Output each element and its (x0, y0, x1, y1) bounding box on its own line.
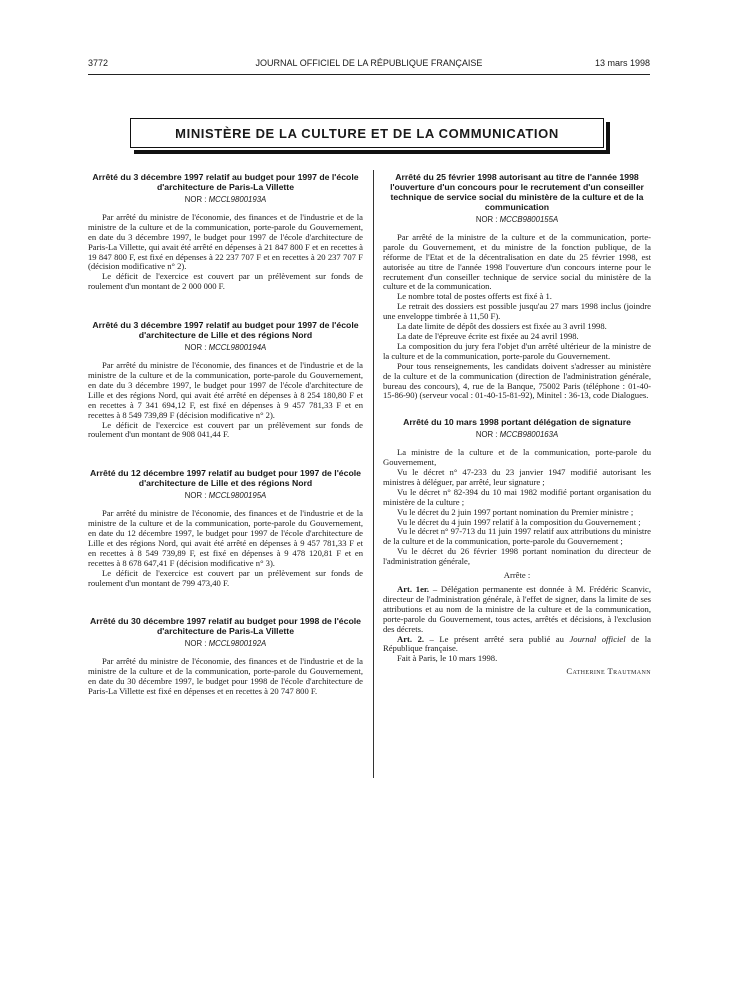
article-paragraph: Le déficit de l'exercice est couvert par un prélèvement sur fonds de roulement d'un montant de 908 041,44 F. (88, 419, 363, 440)
nor-label: NOR : (184, 343, 207, 353)
article-budget-paris-1997 (88, 172, 363, 292)
nor-reference (383, 215, 651, 225)
nor-code: MCCL9800195A (208, 491, 267, 501)
article-paragraph: Le déficit de l'exercice est couvert par un prélèvement sur fonds de roulement d'un montant de 799 473,40 F. (88, 567, 363, 588)
article-budget-lille-1997-b (88, 468, 363, 588)
article-paragraph: Par arrêté du ministre de l'économie, des finances et de l'industrie et de la ministre de la culture et de la communication, porte-parole du Gouvernement, en date du 3 décembre 1997, le budget pour 1997 de l'école d'architecture de Lille et des régions Nord, qui avait été arrêté en dépenses à 8 254 180,80 F et en recettes à 7 341 694,12 F, est fixé en dépenses à 9 457 781,33 F et en recettes à 8 549 739,89 F (décision modificative n° 2). (88, 360, 363, 420)
nor-code: MCCL9800192A (208, 639, 267, 649)
ministry-title: MINISTÈRE DE LA CULTURE ET DE LA COMMUNICATION (175, 125, 559, 141)
article-1-text: – Délégation permanente est donnée à M. Frédéric Scanvic, directeur de l'administration générale, à l'effet de signer, dans la limite de ses attributions et au nom de la ministre de la culture et de la communication, porte-parole du Gouvernement, tous actes, arrêtés et décisions, à l'exclusion des décrets. (383, 584, 652, 634)
article-title: Arrêté du 10 mars 1998 portant délégation de signature (403, 417, 631, 428)
article-delegation-signature (383, 417, 651, 677)
nor-reference (383, 430, 651, 440)
running-header (88, 58, 650, 72)
nor-code: MCCL9800194A (208, 343, 267, 353)
article-title: Arrêté du 12 décembre 1997 relatif au budget pour 1997 de l'école d'architecture de Lille et des régions Nord (90, 468, 361, 489)
article-2-text-after: de la République française. (383, 633, 651, 654)
nor-code: MCCB9800155A (499, 215, 559, 224)
visa-paragraph: Vu le décret n° 97-713 du 11 juin 1997 relatif aux attributions du ministre de la culture et de la communication, porte-parole du Gouvernement ; (383, 526, 651, 547)
nor-label: NOR : (184, 491, 207, 501)
article-budget-lille-1997-a (88, 320, 363, 440)
article-title: Arrêté du 3 décembre 1997 relatif au budget pour 1997 de l'école d'architecture de Lille et des régions Nord (92, 320, 359, 341)
article-1-paragraph (383, 585, 651, 635)
nor-reference (88, 343, 363, 353)
signatory-name: Catherine Trautmann (566, 666, 651, 677)
left-column (88, 172, 363, 725)
article-paragraph: Par arrêté du ministre de l'économie, des finances et de l'industrie et de la ministre de la culture et de la communication, porte-parole du Gouvernement, en date du 30 décembre 1997, le budget pour 1998 de l'école d'architecture de Paris-La Villette est fixé en dépenses et en recettes à 20 747 800 F. (88, 656, 363, 697)
article-paragraph: La ministre de la culture et de la communication, porte-parole du Gouvernement, (383, 447, 651, 468)
visa-paragraph: Vu le décret du 2 juin 1997 portant nomination du Premier ministre ; (397, 506, 634, 517)
article-2-text-before: – Le présent arrêté sera publié au (424, 633, 570, 644)
nor-code: MCCL9800193A (208, 195, 267, 204)
article-paragraph: Par arrêté de la ministre de la culture et de la communication, porte-parole du Gouvernement, et du ministre de la fonction publique, de la réforme de l'Etat et de la décentralisation en date du 25 février 1998, est autorisée au titre de l'année 1998 l'ouverture d'un concours interne pour le recrutement d'un conseiller technique de service social du ministère de la culture et de la communication. (383, 231, 651, 292)
visa-paragraph: Vu le décret n° 47-233 du 23 janvier 1947 modifié autorisant les ministres à déléguer, par arrêté, leur signature ; (383, 467, 651, 487)
right-column (383, 172, 651, 693)
article-1-label: Art. 1er. (397, 584, 430, 594)
visa-paragraph: Vu le décret du 26 février 1998 portant nomination du directeur de l'administration générale, (383, 546, 651, 567)
article-paragraph: La date limite de dépôt des dossiers est fixée au 3 avril 1998. (397, 321, 607, 332)
ministry-heading-box (130, 118, 604, 148)
nor-label: NOR : (184, 195, 207, 204)
header-rule (88, 74, 650, 75)
nor-reference (88, 195, 363, 205)
column-divider (373, 170, 374, 778)
issue-date: 13 mars 1998 (594, 58, 650, 68)
article-paragraph: Par arrêté du ministre de l'économie, des finances et de l'industrie et de la ministre de la culture et de la communication, porte-parole du Gouvernement, en date du 12 décembre 1997, le budget pour 1997 de l'école d'architecture de Lille et des régions Nord, qui avait été arrêté en dépenses à 9 457 781,33 F et en recettes à 8 549 739,89 F, est fixé en dépenses à 9 478 120,81 F et en recettes à 8 678 647,41 F (décision modificative n° 3). (88, 508, 363, 568)
nor-code: MCCB9800163A (499, 430, 559, 440)
article-2-label: Art. 2. (397, 633, 425, 644)
article-paragraph: La date de l'épreuve écrite est fixée au 24 avril 1998. (397, 330, 579, 341)
nor-reference (88, 491, 363, 501)
page-number: 3772 (88, 58, 109, 68)
article-budget-paris-1998 (88, 616, 363, 697)
article-title: Arrêté du 3 décembre 1997 relatif au budget pour 1997 de l'école d'architecture de Paris-La Villette (92, 172, 359, 192)
journal-officiel-name: Journal officiel (569, 633, 626, 644)
article-2-paragraph (383, 635, 651, 655)
done-at-line: Fait à Paris, le 10 mars 1998. (397, 653, 498, 664)
article-paragraph: Le retrait des dossiers est possible jusqu'au 27 mars 1998 inclus (joindre une enveloppe timbrée à 11,50 F). (383, 301, 651, 322)
nor-label: NOR : (184, 639, 207, 649)
article-concours-1998 (383, 172, 651, 401)
nor-label: NOR : (475, 215, 498, 224)
nor-reference (88, 639, 363, 649)
article-paragraph: Le nombre total de postes offerts est fixé à 1. (397, 291, 552, 302)
article-title: Arrêté du 25 février 1998 autorisant au titre de l'année 1998 l'ouverture d'un concours pour le recrutement d'un conseiller technique de service social du ministère de la culture et de la communication (390, 172, 644, 212)
visa-paragraph: Vu le décret n° 82-394 du 10 mai 1982 modifié portant organisation du ministère de la culture ; (383, 486, 651, 507)
visa-paragraph: Vu le décret du 4 juin 1997 relatif à la composition du Gouvernement ; (397, 516, 641, 527)
article-paragraph: Le déficit de l'exercice est couvert par un prélèvement sur fonds de roulement d'un montant de 2 000 000 F. (88, 271, 363, 292)
nor-label: NOR : (475, 430, 498, 440)
arrete-heading: Arrête : (503, 570, 531, 581)
article-paragraph: La composition du jury fera l'objet d'un arrêté ultérieur de la ministre de la culture et de la communication, porte-parole du Gouvernement. (383, 340, 651, 361)
article-title: Arrêté du 30 décembre 1997 relatif au budget pour 1998 de l'école d'architecture de Paris-La Villette (90, 616, 361, 637)
article-paragraph: Pour tous renseignements, les candidats doivent s'adresser au ministère de la culture et de la communication (direction de l'administration générale, bureau des concours), 4, rue de la Banque, 75002 Paris (téléphone : 01-40-15-86-90) (serveur vocal : 01-40-15-81-92), Minitel : 36-13, code Dialogues. (383, 360, 651, 401)
journal-title: JOURNAL OFFICIEL DE LA RÉPUBLIQUE FRANÇAISE (255, 58, 483, 68)
article-paragraph: Par arrêté du ministre de l'économie, des finances et de l'industrie et de la ministre de la culture et de la communication, porte-parole du Gouvernement, en date du 3 décembre 1997, le budget pour 1997 de l'école d'architecture de Paris-La Villette, qui avait été arrêté en dépenses à 21 847 800 F et en recettes à 19 847 800 F, est fixé en dépenses à 22 237 707 F et en recettes à 20 237 707 F (décision modificative n° 2). (88, 211, 363, 272)
